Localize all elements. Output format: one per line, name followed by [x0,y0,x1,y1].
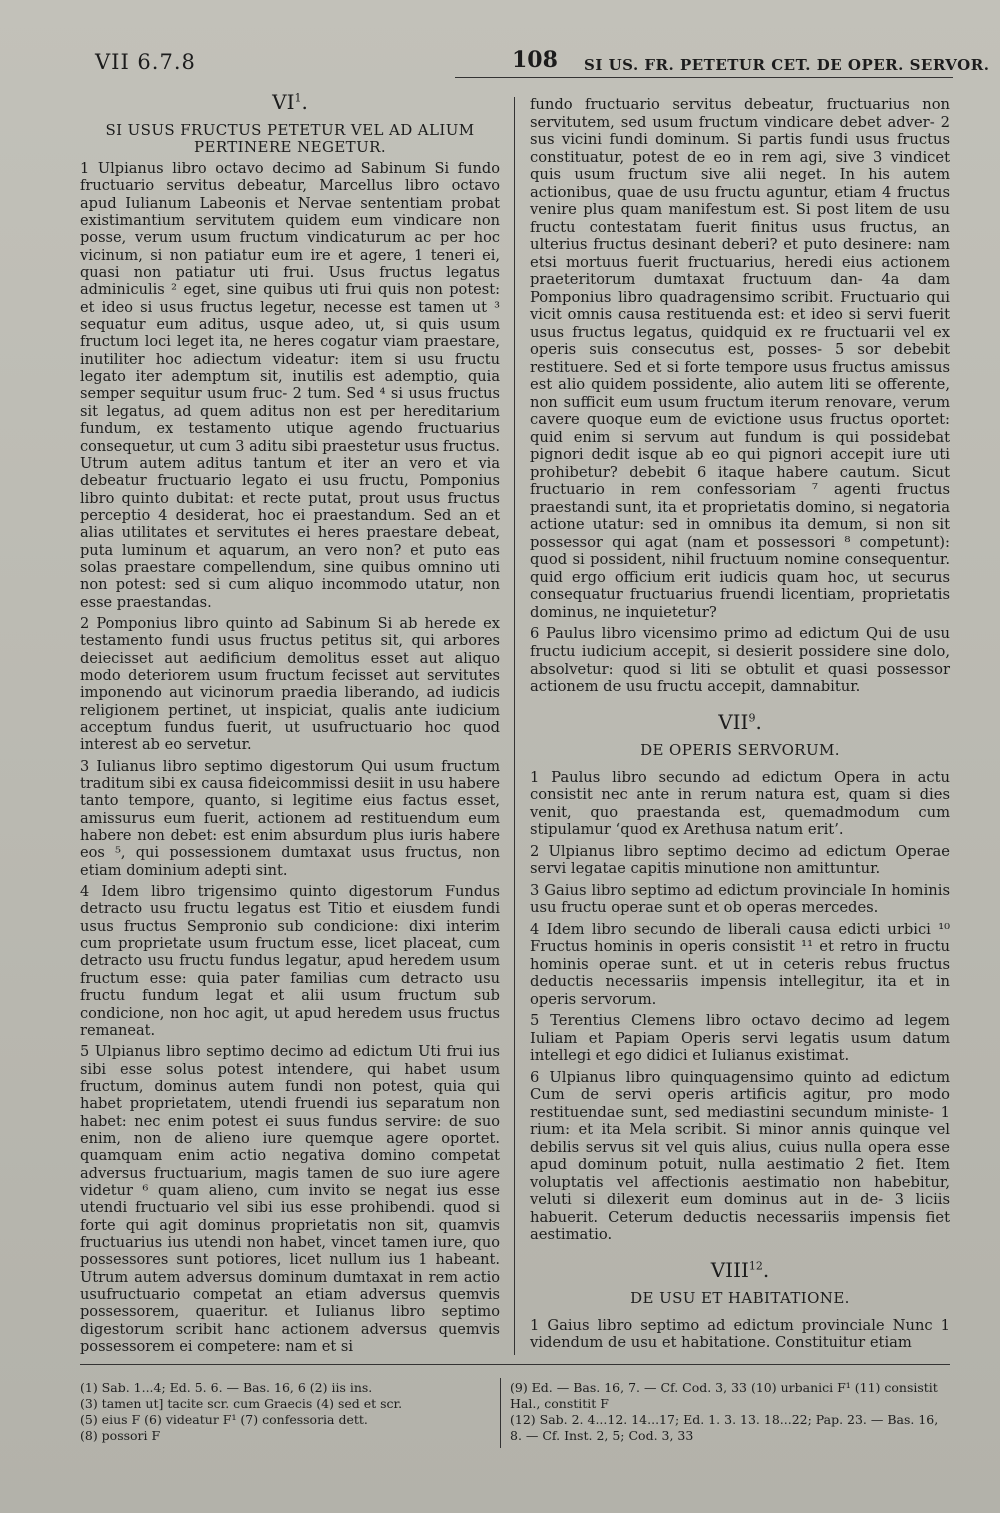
title-vi-number: $VI^1$. [272,90,308,114]
footnote-rule [80,1364,950,1365]
footnote-line: (9) Ed. — Bas. 16, 7. — Cf. Cod. 3, 33 (10) urbanici F¹ (11) consistit Hal., constitit F [510,1380,938,1411]
footnote-line: (1) Sab. 1...4; Ed. 5. 6. — Bas. 16, 6 (2) iis ins. [80,1380,373,1395]
title-vi-heading: SI USUS FRUCTUS PETETUR VEL AD ALIUM PERTINERE NEGETUR. [105,121,475,156]
footnote-divider [500,1378,501,1448]
running-head-left: VII 6.7.8 [95,50,196,74]
paragraph: 3 Iulianus libro septimo digestorum Qui usum fructum traditum sibi ex causa fideicommissi desiit in usu habere tanto tempore, quanto, si legitime eius factus esset, amissurus eum fuerit, actionem ad restituendum eum habere non debet: est enim absurdum plus iuris habere eos ⁵, qui possessionem dumtaxat usus fructus, non etiam dominium adepti sint. [80,757,500,879]
paragraph: 4 Idem libro secundo de liberali causa edicti urbici ¹⁰ Fructus hominis in operis consistit ¹¹ et retro in fructu hominis operae sunt. et ut in ceteris rebus fructus deductis necessariis impensis intellegitur, ita et in operis servorum. [530,920,950,1008]
header-rule [455,77,953,78]
paragraph: 5 Ulpianus libro septimo decimo ad edictum Uti frui ius sibi esse solus potest intendere, qui habet usum fructum, dominus autem fundi non potest, quia qui habet proprietatem, utendi fruendi ius separatum non habet: nec enim potest ei suus fundus servire: de suo enim, non de alieno iure quemque agere oportet. quamquam enim actio negativa domino competat adversus fructuarium, magis tamen de suo iure agere videtur ⁶ quam alieno, cum invito se negat ius esse utendi fructuario vel sibi ius esse prohibendi. quod si forte qui agit dominus proprietatis non sit, quamvis fructuarius ius utendi non habet, vincet tamen iure, quo possessores sunt potiores, licet nullum ius 1 habeant. Utrum autem adversus dominum dumtaxat in rem actio usufructuario competat an etiam adversus quemvis possessorem, quaeritur. et Iulianus libro septimo digestorum scribit hanc actionem adversus quemvis possessorem ei competere: nam et si [80,1043,500,1356]
paragraph: fundo fructuario servitus debeatur, fructuarius non servitutem, sed usum fructum vindicare debet adver- 2 sus vicini fundi dominum. Si partis fundi usus fructus constituatur, potest de eo in rem agi, sive 3 vindicet quis usum fructum sive alii neget. In his autem actionibus, quae de usu fructu aguntur, etiam 4 fructus venire plus quam manifestum est. Si post litem de usu fructu contestatam fuerit finitus usus fructus, an ulterius fructus desinant deberi? et puto desinere: nam etsi mortuus fuerit fructuarius, heredi eius actionem praeteritorum dumtaxat fructuum dan- 4a dam Pomponius libro quadragensimo scribit. Fructuario qui vicit omnis causa restituenda est: et ideo si servi fuerit usus fructus legatus, quidquid ex re fructuarii vel ex operis suis consecutus est, posses- 5 sor debebit restituere. Sed et si forte tempore usus fructus amissus est alio quidem possidente, alio autem liti se offerente, non sufficit eum usum fructum iterum renovare, verum cavere quoque eum de evictione usus fructus oportet: quid enim si servum aut fundum is qui possidebat pignori dedit isque ab eo qui pignori accepit iure uti prohibetur? debebit 6 itaque habere cautum. Sicut fructuario in rem confessoriam ⁷ agenti fructus praestandi sunt, ita et proprietatis domino, si negatoria actione utatur: sed in omnibus ita demum, si non sit possessor qui agat (nam et possessori ⁸ competunt): quod si possident, nihil fructuum nomine consequentur. quid ergo officium erit iudicis quam hoc, ut securus consequatur fructuarius fruendi licentiam, proprietatis dominus, ne inquietetur? [530,96,950,621]
right-column [530,90,950,1352]
footnotes-left [80,1380,500,1444]
paragraph: 2 Pomponius libro quinto ad Sabinum Si ab herede ex testamento fundi usus fructus petitus sit, qui arbores deiecisset aut aedificium demolitus esset aut aliquo modo deteriorem usum fructum fecisset aut servitutes imponendo aut vicinorum praedia liberando, ad iudicis religionem pertinet, ut inspiciat, qualis ante iudicium acceptum fundus fuerit, ut usufructuario hoc quod interest ab eo servetur. [80,614,500,754]
title-vii-number: VII$^9$. [718,709,762,734]
footnote-line: (12) Sab. 2. 4...12. 14...17; Ed. 1. 3. 13. 18...22; Pap. 23. — Bas. 16, 8. — Cf. Inst. 2, 5; Cod. 3, 33 [510,1412,939,1443]
paragraph: 1 Gaius libro septimo ad edictum provinciale Nunc 1 videndum de usu et habitatione. Constituitur etiam [530,1316,950,1352]
footnotes-right [510,1380,950,1444]
paragraph: 6 Paulus libro vicensimo primo ad edictum Qui de usu fructu iudicium accepit, si desierit possidere sine dolo, absolvetur: quod si liti se obtulit et quasi possessor actionem de usu fructu accepit, damnabitur. [530,625,950,696]
footnote-line: (3) tamen ut] tacite scr. cum Graecis (4) sed et scr. [80,1396,403,1411]
paragraph: 4 Idem libro trigensimo quinto digestorum Fundus detracto usu fructu legatus est Titio et eiusdem fundi usus fructus Sempronio sub condicione: dixi interim cum proprietate usum fructum esse, licet placeat, cum detracto usu fructu fundus legatur, apud heredem usum fructum esse: quia pater familias cum detracto usu fructu fundum legat et alii usum fructum sub condicione, non hoc agit, ut apud heredem usus fructus remaneat. [80,883,500,1039]
running-head-right: SI US. FR. PETETUR CET. DE OPER. SERVOR. [584,56,990,74]
paragraph: 6 Ulpianus libro quinquagensimo quinto ad edictum Cum de servi operis artificis agitur, pro modo restituendae sunt, sed mediastini secundum ministe- 1 rium: et ita Mela scribit. Si minor annis quinque vel debilis servus sit vel quis alius, cuius nulla opera esse apud dominum potuit, nulla aestimatio 2 fiet. Item voluptatis vel affectionis aestimatio non habebitur, veluti si dilexerit eum dominus aut in de- 3 liciis habuerit. Ceterum deductis necessariis impensis fiet aestimatio. [530,1068,950,1244]
page-number: 108 [512,47,558,73]
paragraph: 2 Ulpianus libro septimo decimo ad edictum Operae servi legatae capitis minutione non amittuntur. [530,842,950,878]
left-column [80,90,500,1355]
footnote-line: (5) eius F (6) videatur F¹ (7) confessoria dett. [80,1412,368,1427]
column-divider [514,97,515,1355]
paragraph: 3 Gaius libro septimo ad edictum provinciale In hominis usu fructu operae sunt et ob operas mercedes. [530,881,950,917]
paragraph: 5 Terentius Clemens libro octavo decimo ad legem Iuliam et Papiam Operis servi legatis usum datum intellegi et ego didici et Iulianus existimat. [530,1012,950,1065]
paragraph: 1 Ulpianus libro octavo decimo ad Sabinum Si fundo fructuario servitus debeatur, Marcellus libro octavo apud Iulianum Labeonis et Nervae sententiam probat existimantium servitutem quidem eum vindicare non posse, verum usum fructum vindicaturum ac per hoc vicinum, si non patiatur eum ire et agere, 1 teneri ei, quasi non patiatur uti frui. Usus fructus legatus adminiculis ² eget, sine quibus uti frui quis non potest: et ideo si usus fructus legetur, necesse est tamen ut ³ sequatur eum aditus, usque adeo, ut, si quis usum fructum loci leget ita, ne heres cogatur viam praestare, inutiliter hoc adiectum videatur: item si usu fructu legato iter ademptum sit, inutilis est ademptio, quia semper sequitur usum fruc- 2 tum. Sed ⁴ si usus fructus sit legatus, ad quem aditus non est per hereditarium fundum, ex testamento utique agendo fructuarius consequetur, ut cum 3 aditu sibi praestetur usus fructus. Utrum autem aditus tantum et iter an vero et via debeatur fructuario legato ei usu fructu, Pomponius libro quinto dubitat: et recte putat, prout usus fructus perceptio 4 desiderat, hoc ei praestandum. Sed an et alias utilitates et servitutes ei heres praestare debeat, puta luminum et aquarum, an vero non? et puto eas solas praestare compellendum, sine quibus omnino uti non potest: sed si cum aliquo incommodo utatur, non esse praestandas. [80,160,500,611]
title-vii-heading: DE OPERIS SERVORUM. [640,740,840,759]
title-viii-number: VIII$^{12}$. [710,1257,770,1282]
paragraph: 1 Paulus libro secundo ad edictum Opera in actu consistit nec ante in rerum natura est, quam si dies venit, quo praestanda est, quemadmodum cum stipulamur ‘quod ex Arethusa natum erit’. [530,768,950,839]
title-viii-heading: DE USU ET HABITATIONE. [630,1288,850,1307]
footnote-line: (8) possori F [80,1428,161,1443]
